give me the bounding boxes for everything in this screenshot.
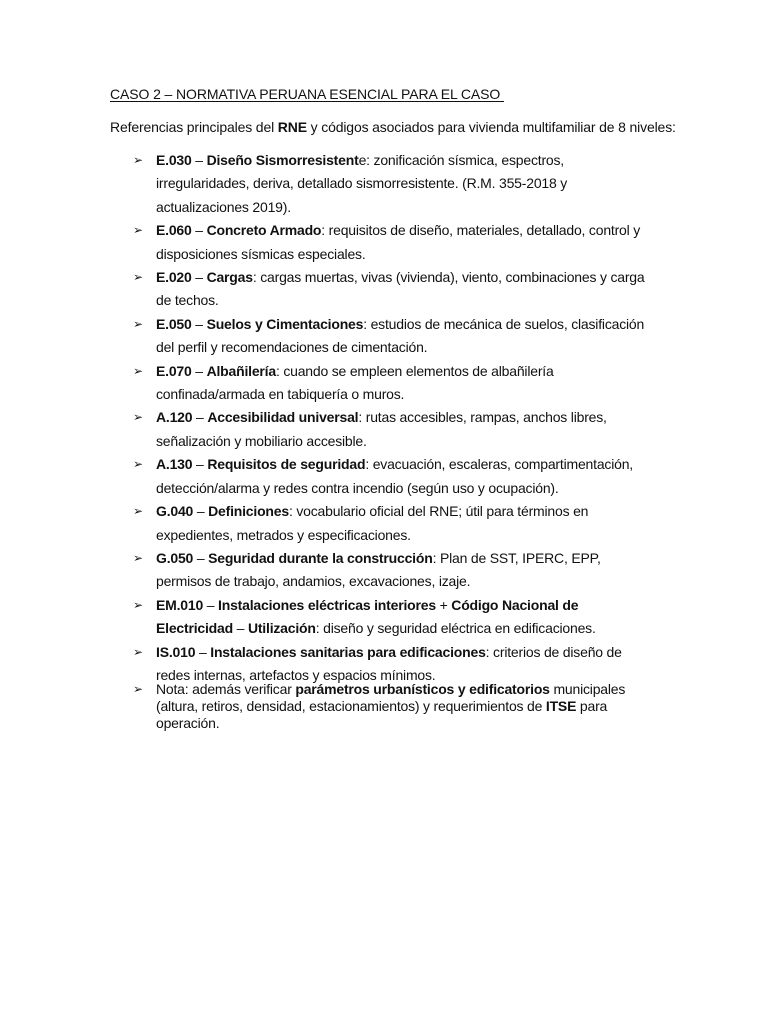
item-separator: – [193, 503, 209, 520]
item-code: E.060 [156, 222, 192, 239]
arrow-bullet-icon: ➢ [133, 597, 143, 612]
item-description: : diseño y seguridad eléctrica en edificaciones. [315, 620, 596, 637]
item-name-2: Código Nacional de Electricidad [156, 596, 579, 637]
item-name: Instalaciones eléctricas interiores [218, 596, 436, 613]
item-name: Requisitos de seguridad [207, 456, 366, 473]
list-item-a120 [0, 406, 656, 453]
arrow-bullet-icon: ➢ [133, 223, 143, 238]
item-code: G.040 [156, 503, 194, 520]
list-item-e020 [0, 266, 656, 313]
item-code: IS.010 [156, 643, 196, 660]
item-separator: – [193, 549, 209, 566]
item-code: EM.010 [156, 596, 204, 613]
item-separator-2: – [232, 620, 248, 637]
intro-rne: RNE [277, 119, 307, 135]
arrow-bullet-icon: ➢ [133, 316, 143, 331]
item-separator: – [195, 643, 211, 660]
item-code: E.070 [156, 362, 192, 379]
item-name: Seguridad durante la construcción [208, 549, 433, 566]
item-name: Albañilería [206, 362, 276, 379]
note-bold-itse: ITSE [545, 698, 577, 714]
note-item [0, 681, 656, 732]
intro-text: Referencias principales del [110, 119, 278, 135]
item-code: A.130 [156, 456, 193, 473]
item-name: Suelos y Cimentaciones [206, 315, 364, 332]
list-item-e070 [0, 360, 656, 407]
arrow-bullet-icon: ➢ [133, 363, 143, 378]
item-separator: – [191, 152, 207, 168]
item-description: : cuando se empleen elementos de albañilería confinada/armada en tabiquería o muros. [156, 362, 554, 403]
arrow-bullet-icon: ➢ [133, 504, 143, 519]
item-description: : vocabulario oficial del RNE; útil para términos en expedientes, metrados y especificaciones. [156, 503, 589, 543]
item-name: Cargas [206, 269, 253, 286]
list-item-g040 [0, 500, 656, 547]
item-description: : rutas accesibles, rampas, anchos libres, señalización y mobiliario accesible. [156, 409, 607, 449]
arrow-bullet-icon: ➢ [133, 270, 143, 285]
item-description: : zonificación sísmica, espectros, irregularidades, deriva, detallado sismorresistente. (R.M. 355-2018 y actualizaciones 2019). [156, 152, 568, 215]
arrow-bullet-icon: ➢ [133, 410, 143, 425]
item-separator: – [192, 456, 208, 473]
item-name: Accesibilidad universal [207, 409, 359, 426]
item-code: G.050 [156, 549, 194, 566]
item-description: : criterios de diseño de redes internas, artefactos y espacios mínimos. [156, 643, 622, 683]
item-description: : Plan de SST, IPERC, EPP, permisos de trabajo, andamios, excavaciones, izaje. [156, 549, 601, 590]
list-item-e050 [0, 313, 656, 360]
item-name-tail: e [358, 152, 367, 168]
item-name: Diseño Sismorresistent [206, 152, 359, 168]
item-description: : requisitos de diseño, materiales, detallado, control y disposiciones sísmicas especiales. [156, 222, 641, 262]
note-text: Nota: además verificar [156, 681, 296, 697]
item-code: E.030 [156, 152, 192, 168]
item-name: Definiciones [208, 503, 289, 520]
item-separator: – [191, 222, 207, 239]
note-bold-params: parámetros urbanísticos y edificatorios [295, 681, 550, 697]
list-item-a130 [0, 453, 656, 500]
list-item-g050 [0, 547, 656, 594]
intro-paragraph [110, 118, 676, 136]
regulation-list [0, 149, 768, 687]
item-code: E.050 [156, 315, 192, 332]
item-description: : evacuación, escaleras, compartimentación, detección/alarma y redes contra incendio (según uso y ocupación). [156, 456, 633, 496]
item-description: : cargas muertas, vivas (vivienda), viento, combinaciones y carga de techos. [156, 269, 645, 309]
item-separator: – [192, 409, 208, 426]
list-item-e060 [0, 219, 656, 266]
item-description: : estudios de mecánica de suelos, clasificación del perfil y recomendaciones de cimentación. [156, 315, 645, 356]
item-separator: – [191, 362, 207, 379]
item-code: E.020 [156, 269, 192, 286]
item-plus: + [435, 596, 452, 613]
item-separator: – [191, 315, 207, 332]
item-code: A.120 [156, 409, 193, 426]
list-item-em010 [0, 594, 656, 641]
intro-text-end: y códigos asociados para vivienda multifamiliar de 8 niveles: [306, 119, 676, 135]
note-text-end: para operación. [156, 698, 608, 731]
item-name-3: Utilización [247, 620, 316, 637]
item-separator: – [203, 596, 219, 613]
item-name: Instalaciones sanitarias para edificaciones [210, 643, 486, 660]
arrow-bullet-icon: ➢ [133, 644, 143, 659]
arrow-bullet-icon: ➢ [133, 457, 143, 472]
list-item-e030 [0, 149, 656, 219]
note-block [0, 681, 768, 732]
note-text-middle: municipales (altura, retiros, densidad, estacionamientos) y requerimientos de [156, 681, 626, 714]
arrow-bullet-icon: ➢ [133, 153, 143, 167]
item-name: Concreto Armado [206, 222, 322, 239]
arrow-bullet-icon: ➢ [133, 682, 143, 696]
section-title: CASO 2 – NORMATIVA PERUANA ESENCIAL PARA EL CASO [110, 86, 504, 102]
item-separator: – [191, 269, 207, 286]
arrow-bullet-icon: ➢ [133, 550, 143, 565]
